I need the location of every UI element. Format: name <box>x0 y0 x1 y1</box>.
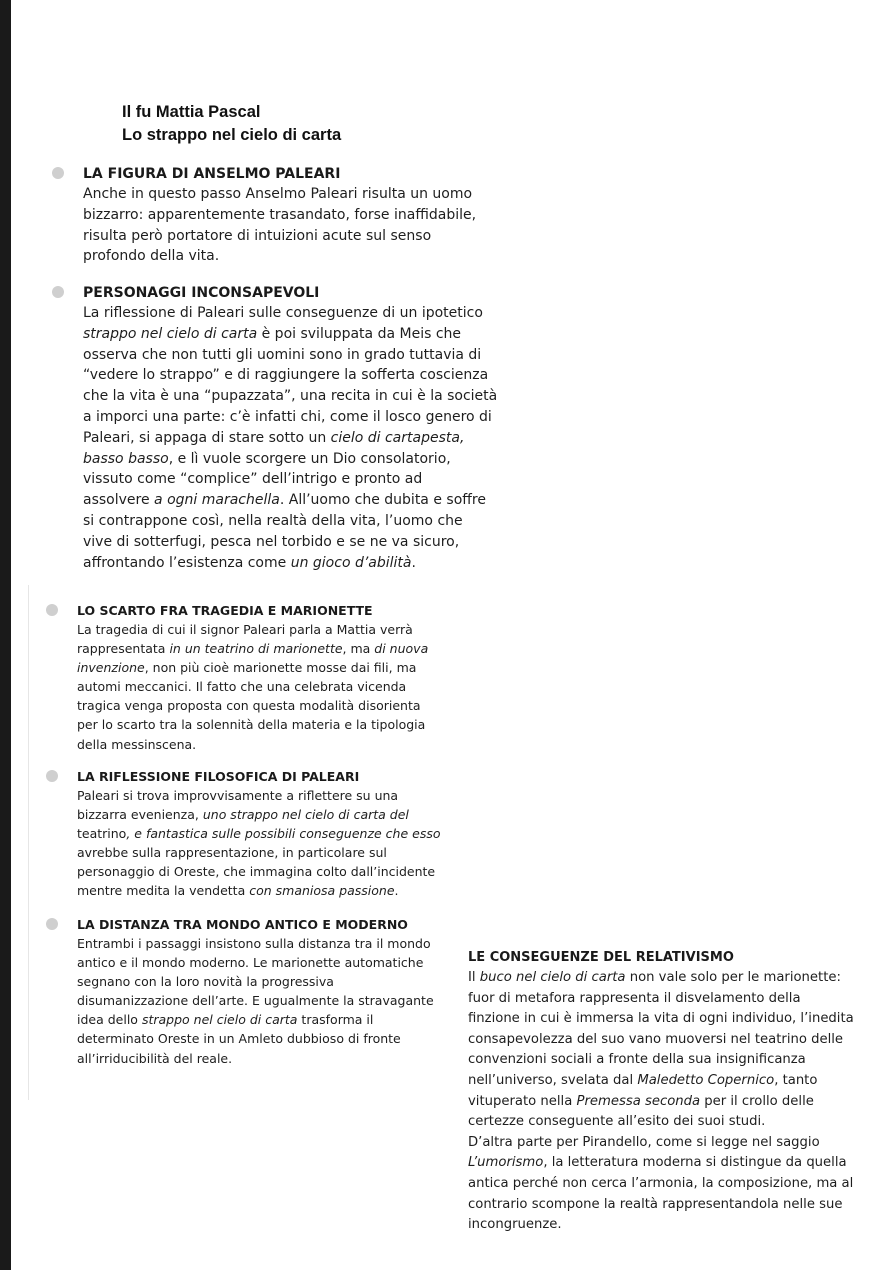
section-body <box>77 934 457 1068</box>
italic-phrase: buco nel cielo di carta <box>479 970 626 985</box>
section-body <box>83 184 483 267</box>
text-run: , non più cioè marionette mosse dai fili, ma <box>144 660 417 676</box>
text-run: determinato Oreste in un Amleto dubbioso di fronte <box>77 1031 401 1047</box>
text-run: vituperato nella <box>468 1093 577 1109</box>
text-run: profondo della vita. <box>83 248 220 265</box>
text-run: bizzarra evenienza, <box>77 807 203 823</box>
text-line <box>468 1195 868 1216</box>
text-line <box>77 658 457 677</box>
text-line <box>83 324 483 345</box>
text-run: rappresentata <box>77 641 170 657</box>
text-line <box>468 1215 868 1236</box>
bullet-dot <box>46 770 58 782</box>
text-line <box>77 735 457 754</box>
text-line <box>83 226 483 247</box>
chapter-title: Lo strappo nel cielo di carta <box>122 126 342 144</box>
section-title: LO SCARTO FRA TRAGEDIA E MARIONETTE <box>77 603 373 618</box>
text-line <box>468 1071 868 1092</box>
text-run: trasforma il <box>297 1012 374 1028</box>
section-title: PERSONAGGI INCONSAPEVOLI <box>83 285 320 301</box>
text-run: vissuto come “complice” dell’intrigo e pronto ad <box>83 471 423 488</box>
italic-phrase: strappo nel cielo di carta <box>141 1012 298 1028</box>
text-run: , ma <box>342 641 375 657</box>
text-line <box>77 715 457 734</box>
text-line <box>77 991 457 1010</box>
text-run: Il <box>468 970 480 985</box>
text-run: idea dello <box>77 1012 142 1028</box>
text-line <box>468 1009 868 1030</box>
section-body <box>77 786 457 901</box>
text-line <box>468 968 868 989</box>
page-header <box>122 101 341 147</box>
text-run: Entrambi i passaggi insistono sulla distanza tra il mondo <box>77 936 431 951</box>
text-run: a imporci una parte: c’è infatti chi, come il losco genero di <box>83 408 492 425</box>
text-run: della messinscena. <box>77 736 197 752</box>
text-line <box>83 303 483 324</box>
section-scarto-tragedia <box>77 602 457 754</box>
text-run: mentre medita la vendetta <box>77 883 250 899</box>
text-run: avrebbe sulla rappresentazione, in particolare sul <box>77 845 387 861</box>
italic-phrase: in un teatrino di marionette <box>169 641 343 657</box>
text-run: automi meccanici. Il fatto che una celebrata vicenda <box>77 679 407 695</box>
text-run: convenzioni sociali a fronte della sua insignificanza <box>468 1052 806 1068</box>
text-line <box>77 677 457 696</box>
section-distanza-mondi <box>77 916 457 1068</box>
text-line <box>77 1049 457 1068</box>
section-body <box>468 968 868 1236</box>
section-title: LA DISTANZA TRA MONDO ANTICO E MODERNO <box>77 917 408 932</box>
text-run: teatrino <box>77 826 127 842</box>
section-figura-paleari <box>83 164 483 267</box>
bullet-dot <box>52 286 64 298</box>
text-run: è poi sviluppata da Meis che <box>257 325 462 342</box>
text-run: consapevolezza del suo vano muoversi nel teatrino delle <box>468 1031 844 1047</box>
text-run: osserva che non tutti gli uomini sono in grado tuttavia di <box>83 346 482 363</box>
section-riflessione-filosofica <box>77 768 457 901</box>
text-line <box>77 620 457 639</box>
italic-phrase: strappo nel cielo di carta <box>83 325 258 342</box>
text-run: Paleari, si appaga di stare sotto un <box>83 429 331 446</box>
text-line <box>83 184 483 205</box>
text-run: . All’uomo che dubita e soffre <box>279 492 486 509</box>
text-run: finzione in cui è immersa la vita di ogni individuo, l’inedita <box>468 1011 854 1027</box>
text-run: Anche in questo passo Anselmo Paleari risulta un uomo <box>83 186 473 202</box>
italic-phrase: invenzione <box>77 660 145 676</box>
text-line <box>468 1174 868 1195</box>
text-run: per il crollo delle <box>700 1093 814 1109</box>
bullet-dot <box>46 604 58 616</box>
italic-phrase: cielo di cartapesta, <box>330 429 465 446</box>
text-line <box>83 490 486 511</box>
text-run: . <box>411 554 416 571</box>
text-run: “vedere lo strappo” e di raggiungere la sofferta coscienza <box>83 367 489 384</box>
text-line <box>77 786 457 805</box>
text-run: antica perché non cerca l’armonia, la composizione, ma al <box>468 1175 854 1191</box>
section-personaggi-inconsapevoli <box>83 283 498 573</box>
text-run: personaggio di Oreste, che immagina colto dall’incidente <box>77 864 436 880</box>
text-line <box>83 553 483 574</box>
text-line <box>83 205 483 226</box>
text-line <box>83 345 483 366</box>
section-title: LE CONSEGUENZE DEL RELATIVISMO <box>468 950 734 965</box>
text-run: incongruenze. <box>468 1217 562 1233</box>
text-line <box>468 1050 868 1071</box>
italic-phrase: basso basso <box>83 450 169 467</box>
italic-phrase: Premessa seconda <box>576 1093 701 1109</box>
text-run: che la vita è una “pupazzata”, una recita in cui è la società <box>83 388 498 405</box>
text-run: certezze conseguente all’esito dei suoi studi. <box>468 1114 766 1130</box>
text-run: Paleari si trova improvvisamente a riflettere su una <box>77 788 399 803</box>
section-body <box>77 620 457 754</box>
text-run: fuor di metafora rappresenta il disvelamento della <box>468 990 801 1006</box>
text-line <box>83 365 489 386</box>
text-run: risulta però portatore di intuizioni acute sul senso <box>83 227 432 244</box>
italic-phrase: uno strappo nel cielo di carta del <box>202 807 409 823</box>
text-run: non vale solo per le marionette: <box>625 970 841 985</box>
text-line <box>77 1010 457 1029</box>
section-body <box>83 303 498 573</box>
text-run: , tanto <box>774 1072 818 1088</box>
italic-phrase: con smaniosa passione <box>249 883 395 899</box>
text-line <box>468 1092 868 1113</box>
bullet-dot <box>46 918 58 930</box>
text-run: La riflessione di Paleari sulle conseguenze di un ipotetico <box>83 305 483 321</box>
italic-phrase: L’umorismo <box>468 1155 544 1171</box>
text-line <box>77 639 457 658</box>
text-run: bizzarro: apparentemente trasandato, forse inaffidabile, <box>83 206 477 223</box>
text-line <box>468 989 868 1010</box>
text-line <box>77 953 457 972</box>
text-run: vive di sotterfugi, pesca nel torbido e se ne va sicuro, <box>83 533 460 550</box>
text-line <box>83 449 483 470</box>
text-run: contrario scompone la realtà rappresentandola nelle sue <box>468 1196 843 1212</box>
text-line <box>77 824 457 843</box>
section-title: LA RIFLESSIONE FILOSOFICA DI PALEARI <box>77 769 360 784</box>
text-line <box>83 428 483 449</box>
text-run: affrontando l’esistenza come <box>83 554 291 571</box>
text-line <box>83 386 498 407</box>
text-line <box>83 469 483 490</box>
text-line <box>77 881 457 900</box>
text-run: , e lì vuole scorgere un Dio consolatorio, <box>168 450 451 467</box>
text-run: si contrappone così, nella realtà della vita, l’uomo che <box>83 512 463 529</box>
text-run: all’irriducibilità del reale. <box>77 1050 233 1066</box>
text-line <box>77 972 457 991</box>
text-run: antico e il mondo moderno. Le marionette automatiche <box>77 955 424 971</box>
book-title: Il fu Mattia Pascal <box>122 103 261 121</box>
text-line <box>77 1029 457 1048</box>
text-line <box>468 1112 868 1133</box>
text-line <box>83 532 483 553</box>
text-run: assolvere <box>83 492 155 509</box>
text-line <box>77 862 457 881</box>
text-run: D’altra parte per Pirandello, come si legge nel saggio <box>468 1134 820 1150</box>
text-line <box>77 805 457 824</box>
text-line <box>77 843 457 862</box>
text-line <box>77 696 457 715</box>
italic-phrase: un gioco d’abilità <box>290 554 412 571</box>
text-line <box>83 511 483 532</box>
bullet-dot <box>52 167 64 179</box>
italic-phrase: a ogni marachella <box>154 492 280 509</box>
text-run: nell’universo, svelata dal <box>468 1072 638 1088</box>
text-run: La tragedia di cui il signor Paleari parla a Mattia verrà <box>77 622 413 637</box>
left-edge-strip <box>0 0 11 1270</box>
text-line <box>468 1153 868 1174</box>
text-run: tragica venga proposta con questa modalità disorienta <box>77 698 421 714</box>
section-conseguenze-relativismo <box>468 948 868 1236</box>
margin-rule <box>28 585 29 1100</box>
text-run: segnano con la loro novità la progressiva <box>77 974 334 990</box>
italic-phrase: di nuova <box>374 641 429 657</box>
text-line <box>83 407 492 428</box>
italic-phrase: Maledetto Copernico <box>637 1072 775 1088</box>
text-run: , la letteratura moderna si distingue da quella <box>543 1155 847 1171</box>
text-line <box>77 934 457 953</box>
text-line <box>468 1030 868 1051</box>
text-line <box>468 1133 868 1154</box>
text-run: disumanizzazione dell’arte. E ugualmente la stravagante <box>77 993 434 1009</box>
text-run: . <box>394 883 399 899</box>
section-title: LA FIGURA DI ANSELMO PALEARI <box>83 166 341 182</box>
italic-phrase: , e fantastica sulle possibili conseguenze che esso <box>126 826 441 842</box>
text-run: per lo scarto tra la solennità della materia e la tipologia <box>77 717 426 733</box>
text-line <box>83 246 483 267</box>
